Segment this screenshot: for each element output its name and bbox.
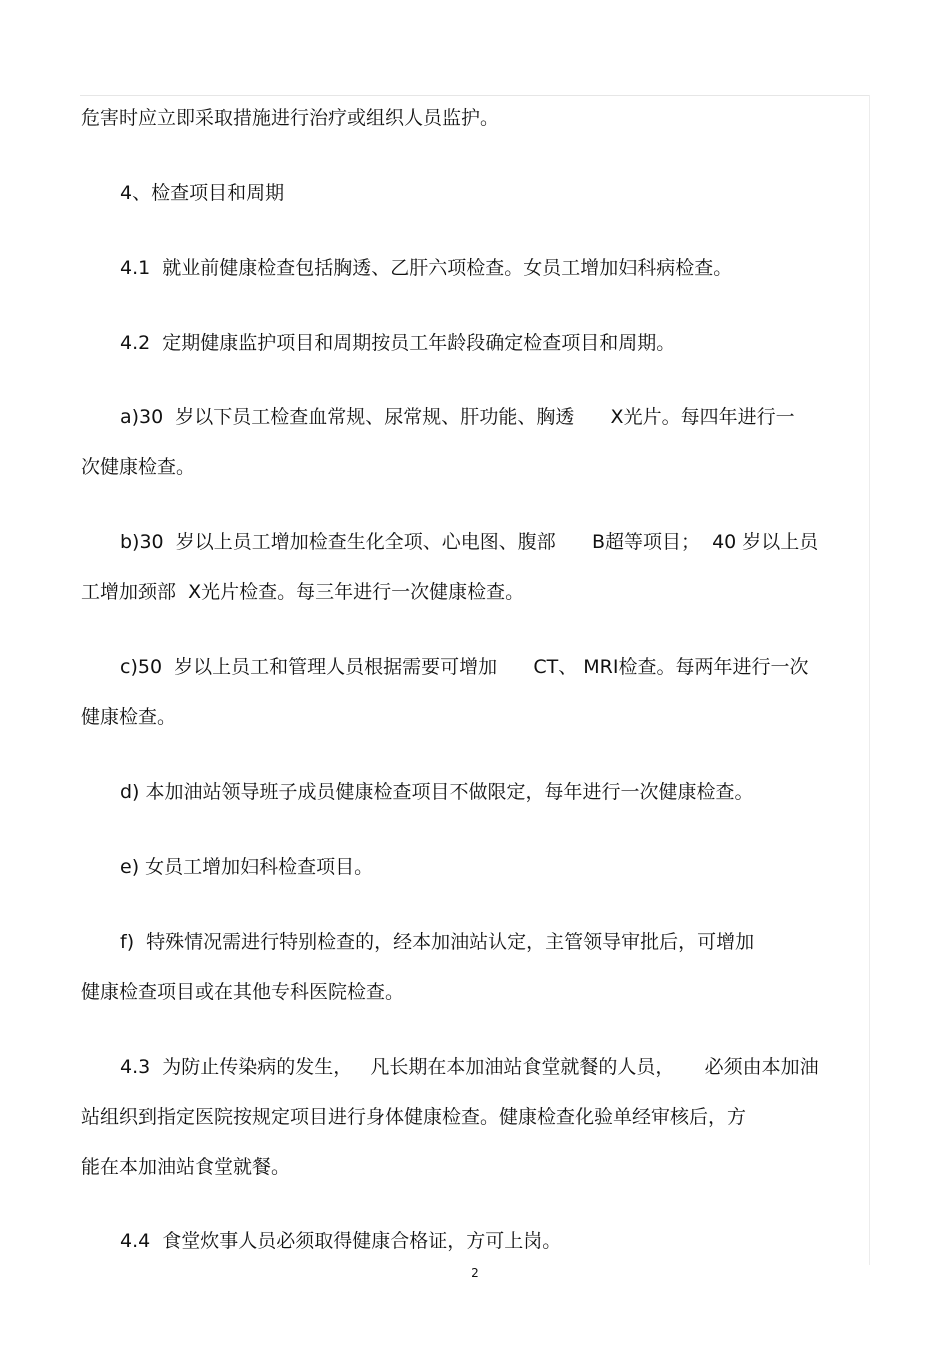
text-line: 能在本加油站食堂就餐。 <box>81 1156 291 1178</box>
page-number: 2 <box>471 1266 479 1280</box>
text-line: 健康检查。 <box>81 706 177 728</box>
text-line: 4.1 就业前健康检查包括胸透、乙肝六项检查。女员工增加妇科病检查。 <box>120 257 733 279</box>
text-line: d) 本加油站领导班子成员健康检查项目不做限定，每年进行一次健康检查。 <box>120 781 754 803</box>
text-line: 次健康检查。 <box>81 456 196 478</box>
text-line: e) 女员工增加妇科检查项目。 <box>120 856 374 878</box>
text-line: 4.4 食堂炊事人员必须取得健康合格证，方可上岗。 <box>120 1230 562 1252</box>
text-line: a)30 岁以下员工检查血常规、尿常规、肝功能、胸透 X光片。每四年进行一 <box>120 406 795 428</box>
text-line: 站组织到指定医院按规定项目进行身体健康检查。健康检查化验单经审核后，方 <box>81 1106 747 1128</box>
text-line: 4.3 为防止传染病的发生， 凡长期在本加油站食堂就餐的人员， 必须由本加油 <box>120 1056 819 1078</box>
text-line: b)30 岁以上员工增加检查生化全项、心电图、腹部 B超等项目； 40 岁以上员 <box>120 531 819 553</box>
text-line: f) 特殊情况需进行特别检查的，经本加油站认定，主管领导审批后，可增加 <box>120 931 755 953</box>
text-line: c)50 岁以上员工和管理人员根据需要可增加 CT、 MRI检查。每两年进行一次 <box>120 656 809 678</box>
text-line: 工增加颈部 X光片检查。每三年进行一次健康检查。 <box>81 581 525 603</box>
section-heading: 4、检查项目和周期 <box>120 182 285 204</box>
text-line: 健康检查项目或在其他专科医院检查。 <box>81 981 405 1003</box>
page-top-rule <box>80 95 870 96</box>
text-line: 危害时应立即采取措施进行治疗或组织人员监护。 <box>81 107 500 129</box>
text-line: 4.2 定期健康监护项目和周期按员工年龄段确定检查项目和周期。 <box>120 332 676 354</box>
